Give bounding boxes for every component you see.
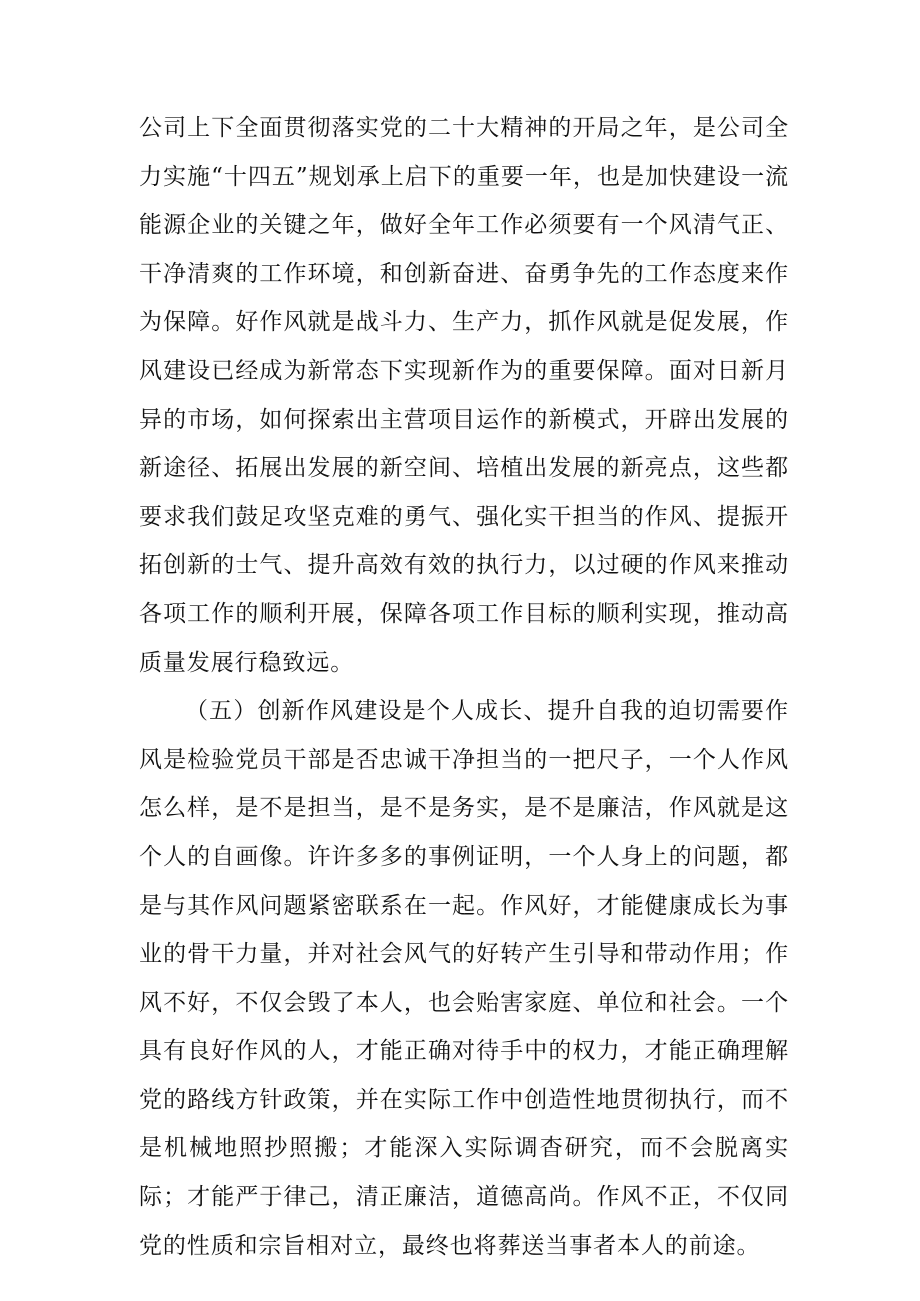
document-body	[139, 104, 789, 1270]
paragraph-section-five: （五）创新作风建设是个人成长、提升自我的迫切需要作风是检验党员干部是否忠诚干净担当的一把尺子，一个人作风怎么样，是不是担当，是不是务实，是不是廉洁，作风就是这个人的自画像。许许多多的事例证明，一个人身上的问题，都是与其作风问题紧密联系在一起。作风好，才能健康成长为事业的骨干力量，并对社会风气的好转产生引导和带动作用；作风不好，不仅会毁了本人，也会贻害家庭、单位和社会。一个具有良好作风的人，才能正确对待手中的权力，才能正确理解党的路线方针政策，并在实际工作中创造性地贯彻执行，而不是机械地照抄照搬；才能深入实际调杳研究，而不会脱离实际；才能严于律己，清正廉洁，道德高尚。作风不正，不仅同党的性质和宗旨相对立，最终也将葬送当事者本人的前途。	[139, 698, 789, 1259]
paragraph-continuation: 公司上下全面贯彻落实党的二十大精神的开局之年，是公司全力实施“十四五”规划承上启下的重要一年，也是加快建设一流能源企业的关键之年，做好全年工作必须要有一个风清气正、干净清爽的工作环境，和创新奋进、奋勇争先的工作态度来作为保障。好作风就是战斗力、生产力，抓作风就是促发展，作风建设已经成为新常态下实现新作为的重要保障。面对日新月异的市场，如何探索出主营项目运作的新模式，开辟出发展的新途径、拓展出发展的新空间、培植出发展的新亮点，这些都要求我们鼓足攻坚克难的勇气、强化实干担当的作风、提振开拓创新的士气、提升高效有效的执行力，以过硬的作风来推动各项工作的顺利开展，保障各项工作目标的顺利实现，推动高质量发展行稳致远。	[139, 115, 789, 676]
